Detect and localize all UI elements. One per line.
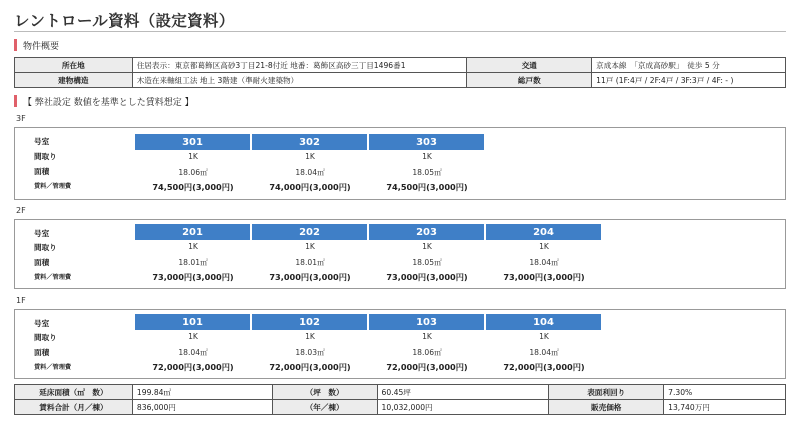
traffic-label: 交通 — [467, 58, 592, 73]
unit-202 — [252, 224, 368, 282]
floor-label-3f: 3F — [16, 114, 26, 123]
unit-area: 18.06㎡ — [178, 168, 208, 177]
unit-area: 18.05㎡ — [412, 168, 442, 177]
row-label-area: 面積 — [34, 258, 50, 267]
unit-layout: 1K — [422, 152, 432, 161]
unit-rent: 73,000円(3,000円) — [386, 272, 468, 282]
room-number: 104 — [486, 314, 602, 330]
rent-heading-text: 【 弊社設定 数値を基準とした賃料想定 】 — [23, 97, 194, 108]
location-label: 所在地 — [15, 58, 133, 73]
unit-layout: 1K — [305, 242, 315, 251]
unit-area: 18.01㎡ — [178, 258, 208, 267]
page-title: レントロール資料（設定資料） — [14, 12, 235, 30]
room-number: 101 — [135, 314, 251, 330]
unit-layout: 1K — [188, 152, 198, 161]
traffic-value: 京成本線 「京成高砂駅」 徒歩 5 分 — [592, 58, 786, 73]
unit-rent: 73,000円(3,000円) — [269, 272, 351, 282]
yield-value: 7.30% — [664, 385, 786, 400]
rent-heading — [14, 94, 194, 108]
unit-rent: 72,000円(3,000円) — [269, 362, 351, 372]
annual-rent-value: 10,032,000円 — [377, 400, 549, 415]
yield-label: 表面利回り — [549, 385, 664, 400]
unit-101 — [135, 314, 251, 372]
unit-layout: 1K — [539, 242, 549, 251]
price-value: 13,740万円 — [664, 400, 786, 415]
room-number: 103 — [369, 314, 485, 330]
room-number: 303 — [369, 134, 485, 150]
room-number: 204 — [486, 224, 602, 240]
row-label-rent: 賃料／管理費 — [34, 274, 72, 281]
annual-rent-label: （年／棟） — [272, 400, 377, 415]
units-value: 11戸 (1F:4戸 / 2F:4戸 / 3F:3戸 / 4F: - ) — [592, 73, 786, 88]
unit-rent: 74,500円(3,000円) — [152, 182, 234, 192]
overview-heading-text: 物件概要 — [23, 41, 60, 52]
unit-layout: 1K — [422, 242, 432, 251]
row-label-room: 号室 — [34, 137, 50, 146]
unit-rent: 74,500円(3,000円) — [386, 182, 468, 192]
unit-rent: 72,000円(3,000円) — [503, 362, 585, 372]
structure-label: 建物構造 — [15, 73, 133, 88]
row-label-area: 面積 — [34, 348, 50, 357]
unit-layout: 1K — [305, 152, 315, 161]
title-divider — [14, 31, 786, 32]
unit-rent: 73,000円(3,000円) — [152, 272, 234, 282]
room-number: 102 — [252, 314, 368, 330]
location-value: 住居表示：東京都葛飾区高砂3丁目21-8付近 地番：葛飾区高砂三丁目1496番1 — [132, 58, 467, 73]
floor-label-2f: 2F — [16, 206, 26, 215]
unit-201 — [135, 224, 251, 282]
room-number: 202 — [252, 224, 368, 240]
unit-area: 18.05㎡ — [412, 258, 442, 267]
unit-203 — [369, 224, 485, 282]
row-label-area: 面積 — [34, 167, 50, 176]
unit-rent: 74,000円(3,000円) — [269, 182, 351, 192]
overview-table — [14, 57, 786, 88]
unit-layout: 1K — [305, 332, 315, 341]
floor-area-label: 延床面積（㎡ 数） — [15, 385, 133, 400]
units-label: 総戸数 — [467, 73, 592, 88]
room-number: 203 — [369, 224, 485, 240]
unit-rent: 72,000円(3,000円) — [152, 362, 234, 372]
unit-area: 18.04㎡ — [178, 348, 208, 357]
room-number: 201 — [135, 224, 251, 240]
tsubo-value: 60.45坪 — [377, 385, 549, 400]
section-marker — [14, 95, 17, 107]
unit-layout: 1K — [188, 242, 198, 251]
unit-102 — [252, 314, 368, 372]
unit-area: 18.06㎡ — [412, 348, 442, 357]
row-label-room: 号室 — [34, 319, 50, 328]
unit-103 — [369, 314, 485, 372]
unit-301 — [135, 134, 251, 192]
row-label-layout: 間取り — [34, 333, 57, 342]
row-label-rent: 賃料／管理費 — [34, 183, 72, 190]
floor-area-value: 199.84㎡ — [132, 385, 272, 400]
overview-heading — [14, 38, 59, 52]
summary-table — [14, 384, 786, 415]
unit-layout: 1K — [422, 332, 432, 341]
unit-rent: 73,000円(3,000円) — [503, 272, 585, 282]
unit-303 — [369, 134, 485, 192]
section-marker — [14, 39, 17, 51]
unit-area: 18.03㎡ — [295, 348, 325, 357]
room-number: 302 — [252, 134, 368, 150]
unit-layout: 1K — [539, 332, 549, 341]
floor-label-1f: 1F — [16, 296, 26, 305]
room-number: 301 — [135, 134, 251, 150]
unit-302 — [252, 134, 368, 192]
unit-area: 18.04㎡ — [529, 348, 559, 357]
monthly-rent-value: 836,000円 — [132, 400, 272, 415]
unit-rent: 72,000円(3,000円) — [386, 362, 468, 372]
row-label-layout: 間取り — [34, 243, 57, 252]
row-label-layout: 間取り — [34, 152, 57, 161]
tsubo-label: （坪 数） — [272, 385, 377, 400]
row-label-rent: 賃料／管理費 — [34, 364, 72, 371]
structure-value: 木造在来軸組工法 地上 3階建（準耐火建築物） — [132, 73, 467, 88]
row-label-room: 号室 — [34, 229, 50, 238]
unit-area: 18.04㎡ — [529, 258, 559, 267]
price-label: 販売価格 — [549, 400, 664, 415]
unit-area: 18.01㎡ — [295, 258, 325, 267]
unit-area: 18.04㎡ — [295, 168, 325, 177]
unit-104 — [486, 314, 602, 372]
unit-204 — [486, 224, 602, 282]
unit-layout: 1K — [188, 332, 198, 341]
monthly-rent-label: 賃料合計（月／棟） — [15, 400, 133, 415]
